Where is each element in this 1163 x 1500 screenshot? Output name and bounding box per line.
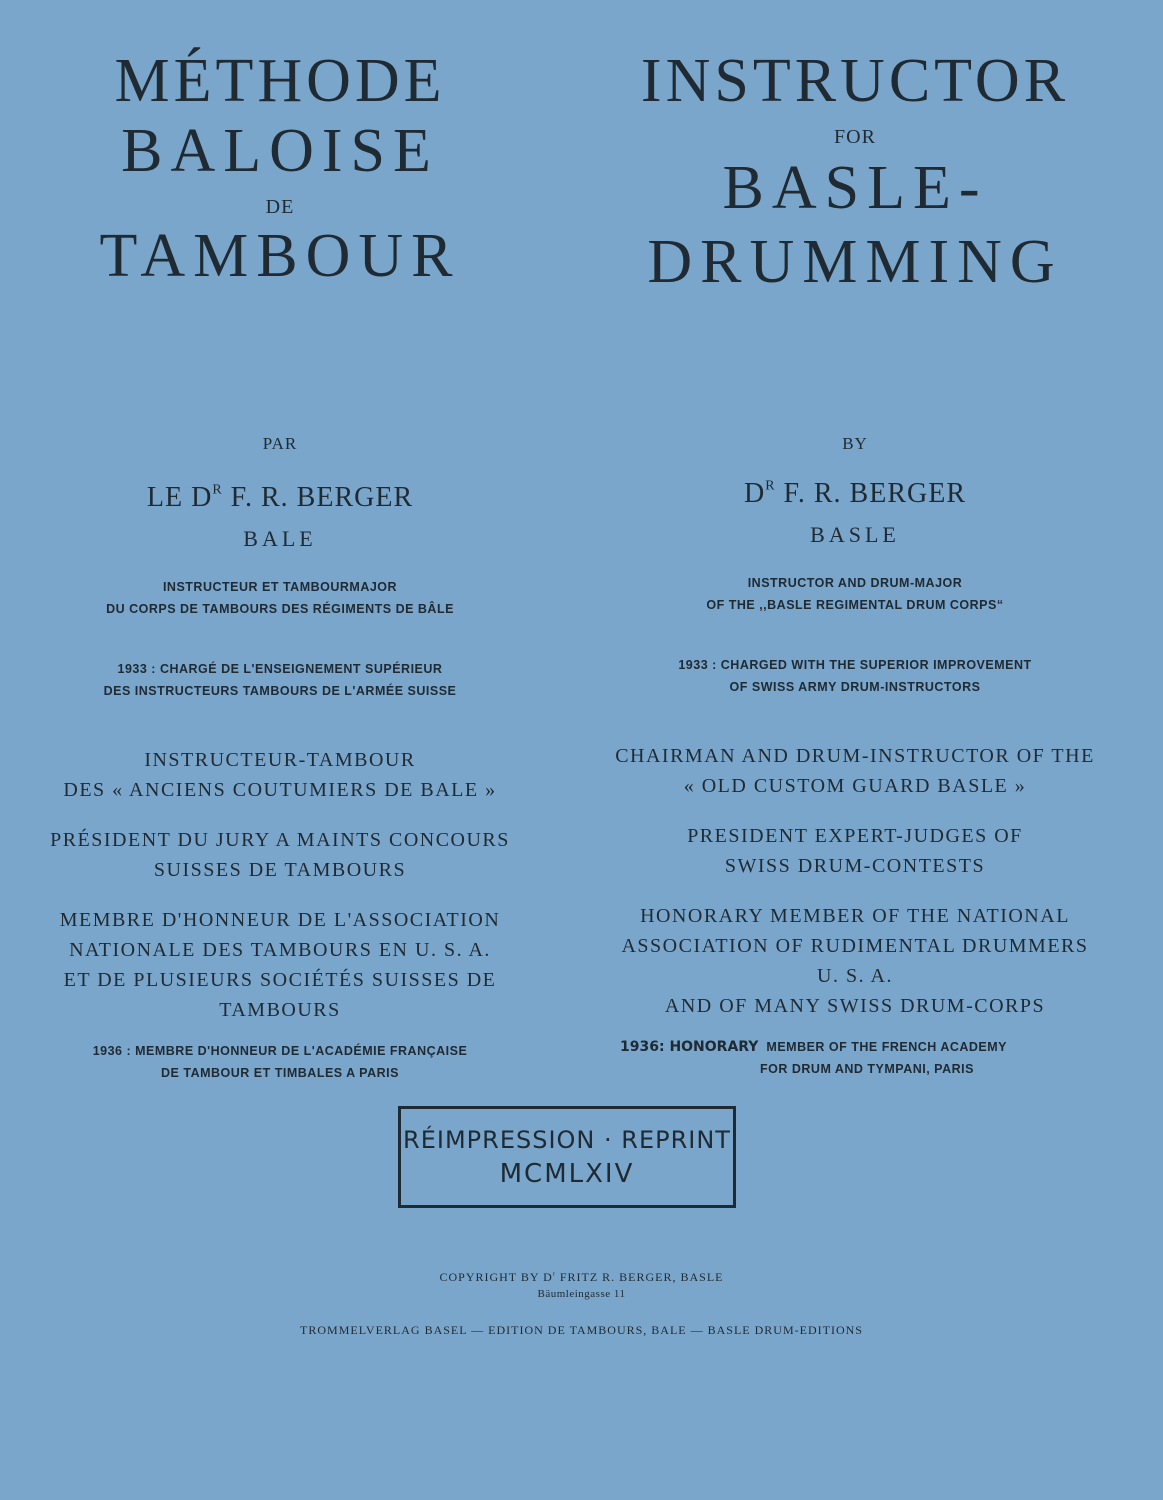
english-author-sup: R bbox=[765, 478, 776, 494]
english-1933-line1: 1933 : CHARGED WITH THE SUPERIOR IMPROVEMENT bbox=[678, 658, 1032, 672]
french-role bbox=[0, 576, 560, 620]
reprint-stamp-line1: RÉIMPRESSION · REPRINT bbox=[403, 1126, 731, 1154]
english-1933-line2: OF SWISS ARMY DRUM-INSTRUCTORS bbox=[729, 680, 981, 694]
english-title-line1: INSTRUCTOR bbox=[640, 47, 1070, 115]
french-1933-line2: DES INSTRUCTEURS TAMBOURS DE L'ARMÉE SUISSE bbox=[103, 684, 457, 698]
english-author-name: F. R. BERGER bbox=[775, 478, 967, 509]
copyright-prefix: COPYRIGHT BY D bbox=[439, 1270, 553, 1284]
english-chairman-line2: « OLD CUSTOM GUARD BASLE » bbox=[683, 775, 1027, 797]
english-president-line2: SWISS DRUM-CONTESTS bbox=[724, 855, 986, 877]
english-by-label: BY bbox=[842, 434, 868, 453]
french-title bbox=[0, 47, 560, 290]
french-title-small: DE bbox=[265, 196, 295, 218]
reprint-stamp-line2: MCMLXIV bbox=[499, 1159, 635, 1189]
english-member-line4: AND OF MANY SWISS DRUM-CORPS bbox=[664, 995, 1046, 1017]
copyright-rest: FRITZ R. BERGER, BASLE bbox=[555, 1270, 724, 1284]
english-title-small: FOR bbox=[834, 126, 876, 148]
english-role-line2: OF THE ,,BASLE REGIMENTAL DRUM CORPS“ bbox=[706, 598, 1004, 612]
french-instructor-line1: INSTRUCTEUR-TAMBOUR bbox=[144, 749, 416, 771]
french-instructor-line2: DES « ANCIENS COUTUMIERS DE BALE » bbox=[63, 779, 497, 801]
french-1936-line2: DE TAMBOUR ET TIMBALES A PARIS bbox=[161, 1066, 399, 1080]
english-role bbox=[580, 572, 1130, 616]
french-1936-line1: 1936 : MEMBRE D'HONNEUR DE L'ACADÉMIE FRANÇAISE bbox=[92, 1044, 468, 1058]
french-title-line2: BALOISE bbox=[121, 117, 439, 185]
english-1936-handwritten: 1936: HONORARY bbox=[620, 1039, 759, 1055]
english-title bbox=[580, 47, 1130, 296]
french-president-line2: SUISSES DE TAMBOURS bbox=[153, 859, 407, 881]
french-president bbox=[0, 825, 560, 885]
english-city: BASLE bbox=[810, 522, 900, 547]
french-1933-line1: 1933 : CHARGÉ DE L'ENSEIGNEMENT SUPÉRIEUR bbox=[117, 662, 443, 676]
english-chairman-line1: CHAIRMAN AND DRUM-INSTRUCTOR OF THE bbox=[615, 745, 1095, 767]
french-instructor bbox=[0, 745, 560, 805]
english-title-line3: DRUMMING bbox=[647, 228, 1063, 296]
english-title-line2: BASLE- bbox=[722, 154, 988, 222]
french-by-label: PAR bbox=[262, 434, 298, 453]
english-author-prefix: D bbox=[743, 478, 766, 509]
english-author bbox=[580, 478, 1130, 510]
french-author-sup: R bbox=[212, 482, 223, 498]
english-1936-line1: MEMBER OF THE FRENCH ACADEMY bbox=[766, 1040, 1008, 1054]
english-1933 bbox=[580, 654, 1130, 698]
french-member-line4: TAMBOURS bbox=[219, 999, 341, 1021]
reprint-stamp bbox=[398, 1106, 736, 1208]
english-role-line1: INSTRUCTOR AND DRUM-MAJOR bbox=[747, 576, 963, 590]
english-1936 bbox=[620, 1036, 1130, 1080]
english-member-line2: ASSOCIATION OF RUDIMENTAL DRUMMERS bbox=[621, 935, 1089, 957]
french-author-name: F. R. BERGER bbox=[222, 482, 414, 513]
french-member bbox=[0, 905, 560, 1025]
french-1933 bbox=[0, 658, 560, 702]
publisher-line: TROMMELVERLAG BASEL — EDITION DE TAMBOURS, BALE — BASLE DRUM-EDITIONS bbox=[300, 1323, 863, 1337]
french-author-prefix: LE D bbox=[146, 482, 213, 513]
french-member-line1: MEMBRE D'HONNEUR DE L'ASSOCIATION bbox=[59, 909, 501, 931]
english-president-line1: PRESIDENT EXPERT-JUDGES OF bbox=[687, 825, 1023, 847]
english-member-line3: U. S. A. bbox=[817, 965, 893, 987]
french-member-line3: ET DE PLUSIEURS SOCIÉTÉS SUISSES DE bbox=[63, 969, 497, 991]
french-title-line1: MÉTHODE bbox=[114, 47, 446, 115]
copyright-sup: r bbox=[552, 1271, 556, 1278]
french-role-line2: DU CORPS DE TAMBOURS DES RÉGIMENTS DE BÂLE bbox=[106, 602, 454, 616]
french-city: BALE bbox=[243, 526, 317, 551]
english-president bbox=[580, 821, 1130, 881]
french-president-line1: PRÉSIDENT DU JURY A MAINTS CONCOURS bbox=[50, 829, 510, 851]
english-member-line1: HONORARY MEMBER OF THE NATIONAL bbox=[640, 905, 1070, 927]
french-author bbox=[0, 482, 560, 514]
french-1936 bbox=[0, 1040, 560, 1084]
publisher-address: Bäumleingasse 11 bbox=[537, 1288, 626, 1300]
french-title-line3: TAMBOUR bbox=[99, 222, 461, 290]
french-role-line1: INSTRUCTEUR ET TAMBOURMAJOR bbox=[162, 580, 398, 594]
english-chairman bbox=[580, 741, 1130, 801]
french-member-line2: NATIONALE DES TAMBOURS EN U. S. A. bbox=[69, 939, 491, 961]
english-1936-line2: FOR DRUM AND TYMPANI, PARIS bbox=[760, 1062, 974, 1076]
copyright-line bbox=[0, 1270, 1163, 1285]
english-member bbox=[580, 901, 1130, 1021]
